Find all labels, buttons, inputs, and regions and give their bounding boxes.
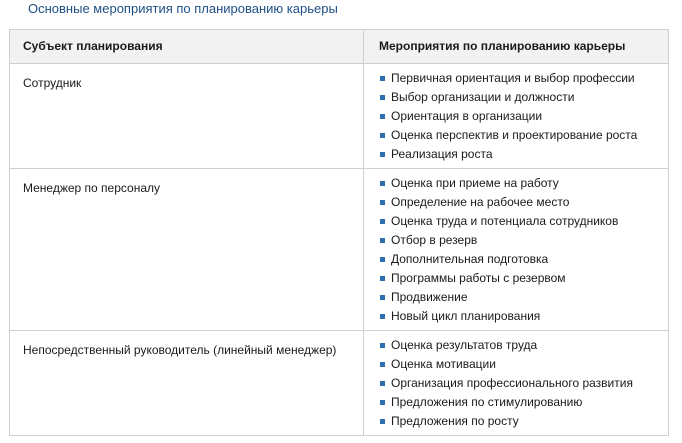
list-item — [379, 269, 668, 288]
square-bullet-icon — [380, 200, 385, 205]
event-text: Дополнительная подготовка — [391, 252, 549, 266]
list-item — [379, 145, 668, 164]
square-bullet-icon — [380, 381, 385, 386]
square-bullet-icon — [380, 181, 385, 186]
event-text: Определение на рабочее место — [391, 195, 570, 209]
event-text: Выбор организации и должности — [391, 90, 575, 104]
list-item — [379, 193, 668, 212]
list-item — [379, 88, 668, 107]
header-subject — [10, 30, 364, 64]
event-text: Предложения по стимулированию — [391, 395, 583, 409]
subject-text: Менеджер по персоналу — [23, 181, 161, 195]
event-text: Новый цикл планирования — [391, 309, 541, 323]
square-bullet-icon — [380, 362, 385, 367]
square-bullet-icon — [380, 238, 385, 243]
square-bullet-icon — [380, 295, 385, 300]
events-cell — [364, 64, 669, 169]
list-item — [379, 288, 668, 307]
list-item — [379, 69, 668, 88]
header-subject-label: Субъект планирования — [23, 39, 163, 53]
list-item — [379, 231, 668, 250]
event-text: Ориентация в организации — [391, 109, 543, 123]
events-cell — [364, 331, 669, 436]
table-body — [10, 64, 669, 436]
events-list — [379, 69, 668, 164]
events-list — [379, 336, 668, 431]
events-cell — [364, 169, 669, 331]
list-item — [379, 336, 668, 355]
table-row — [10, 64, 669, 169]
list-item — [379, 307, 668, 326]
event-text: Оценка при приеме на работу — [391, 176, 559, 190]
table-header-row — [10, 30, 669, 64]
table-row — [10, 169, 669, 331]
event-text: Оценка мотивации — [391, 357, 496, 371]
list-item — [379, 126, 668, 145]
square-bullet-icon — [380, 133, 385, 138]
list-item — [379, 212, 668, 231]
subject-cell — [10, 169, 364, 331]
event-text: Программы работы с резервом — [391, 271, 566, 285]
list-item — [379, 374, 668, 393]
square-bullet-icon — [380, 276, 385, 281]
table-row — [10, 331, 669, 436]
subject-cell — [10, 64, 364, 169]
event-text: Предложения по росту — [391, 414, 519, 428]
square-bullet-icon — [380, 314, 385, 319]
list-item — [379, 355, 668, 374]
event-text: Первичная ориентация и выбор профессии — [391, 71, 635, 85]
event-text: Оценка перспектив и проектирование роста — [391, 128, 638, 142]
square-bullet-icon — [380, 400, 385, 405]
event-text: Отбор в резерв — [391, 233, 478, 247]
event-text: Реализация роста — [391, 147, 493, 161]
page-title: Основные мероприятия по планированию карьеры — [28, 1, 338, 16]
list-item — [379, 412, 668, 431]
header-events-label: Мероприятия по планированию карьеры — [379, 39, 626, 53]
square-bullet-icon — [380, 76, 385, 81]
subject-text: Непосредственный руководитель (линейный менеджер) — [23, 343, 337, 357]
event-text: Оценка труда и потенциала сотрудников — [391, 214, 619, 228]
event-text: Оценка результатов труда — [391, 338, 538, 352]
square-bullet-icon — [380, 152, 385, 157]
career-planning-table-container — [9, 29, 668, 436]
square-bullet-icon — [380, 114, 385, 119]
square-bullet-icon — [380, 343, 385, 348]
square-bullet-icon — [380, 219, 385, 224]
event-text: Организация профессионального развития — [391, 376, 633, 390]
subject-text: Сотрудник — [23, 76, 82, 90]
square-bullet-icon — [380, 95, 385, 100]
event-text: Продвижение — [391, 290, 468, 304]
list-item — [379, 250, 668, 269]
square-bullet-icon — [380, 419, 385, 424]
events-list — [379, 174, 668, 326]
career-planning-table — [9, 29, 669, 436]
square-bullet-icon — [380, 257, 385, 262]
list-item — [379, 174, 668, 193]
list-item — [379, 107, 668, 126]
subject-cell — [10, 331, 364, 436]
header-events — [364, 30, 669, 64]
list-item — [379, 393, 668, 412]
